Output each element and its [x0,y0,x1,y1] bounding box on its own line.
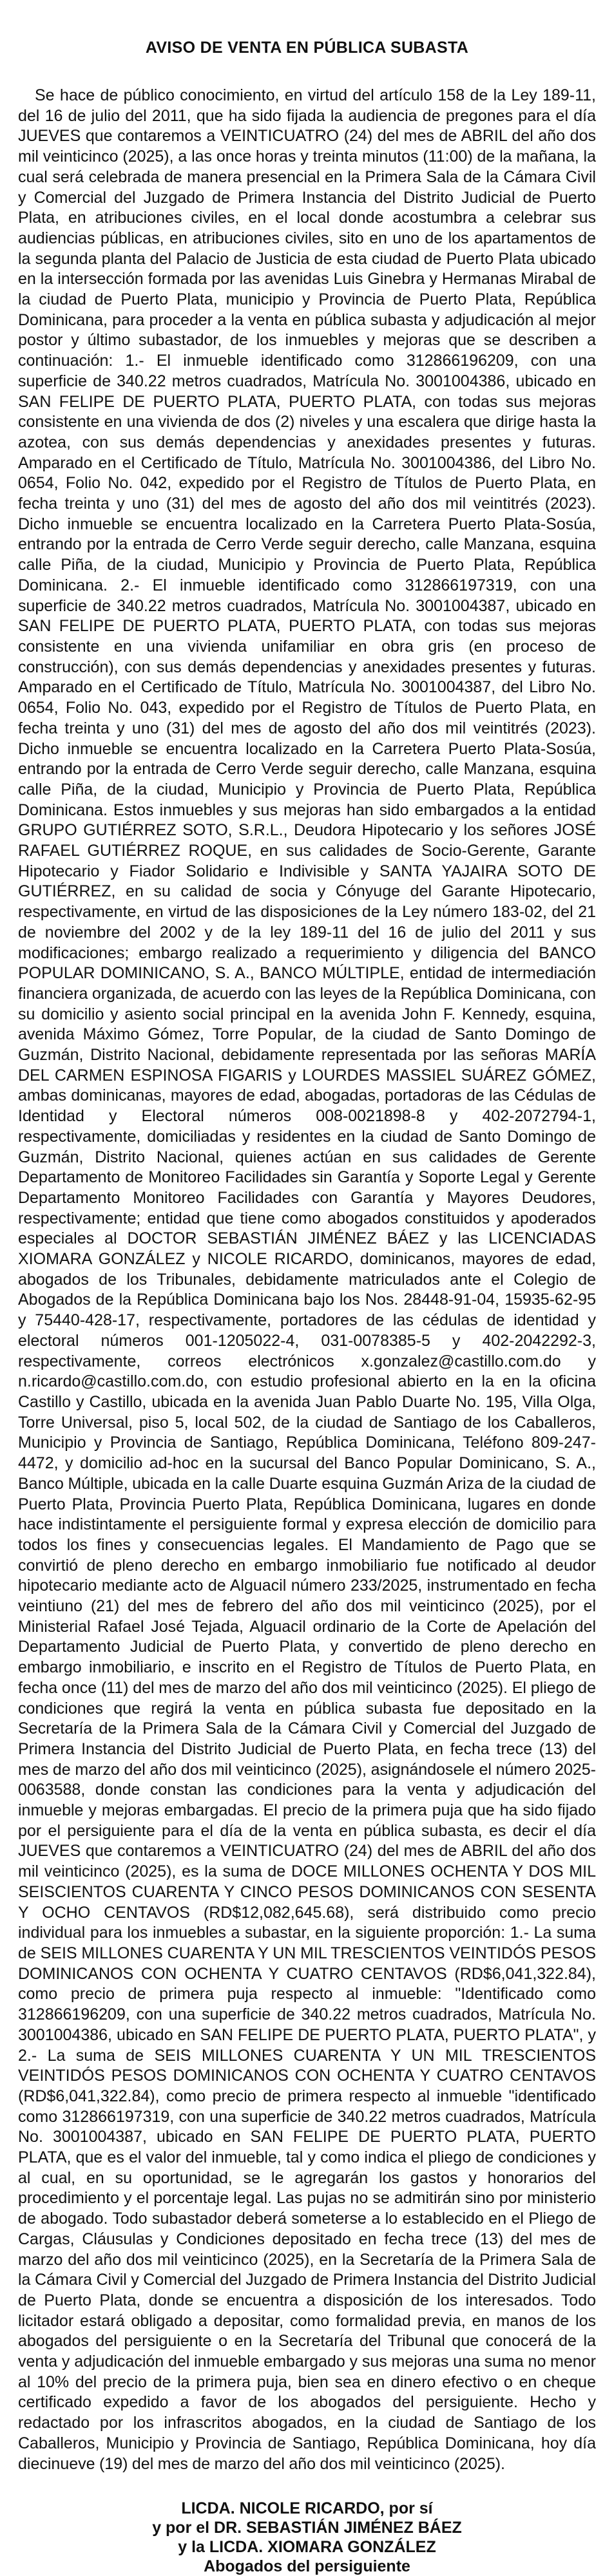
notice-body: Se hace de público conocimiento, en virtud del artículo 158 de la Ley 189-11, del 16 de julio del 2011, que ha sido fijada la audiencia de pregones para el día JUEVES que contaremos a VEINTICUATRO (24) del mes de ABRIL del año dos mil veinticinco (2025), a las once horas y treinta minutos (11:00) de la mañana, la cual será celebrada de manera presencial en la Primera Sala de la Cámara Civil y Comercial del Juzgado de Primera Instancia del Distrito Judicial de Puerto Plata, en atribuciones civiles, en el local donde acostumbra a celebrar sus audiencias públicas, en atribuciones civiles, sito en uno de los apartamentos de la segunda planta del Palacio de Justicia de esta ciudad de Puerto Plata ubicado en la intersección formada por las avenidas Luis Ginebra y Hermanas Mirabal de la ciudad de Puerto Plata, municipio y Provincia de Puerto Plata, República Dominicana, para proceder a la venta en pública subasta y adjudicación al mejor postor y último subastador, de los inmuebles y mejoras que se describen a continuación: 1.- El inmueble identificado como 312866196209, con una superficie de 340.22 metros cuadrados, Matrícula No. 3001004386, ubicado en SAN FELIPE DE PUERTO PLATA, PUERTO PLATA, con todas sus mejoras consistente en una vivienda de dos (2) niveles y una escalera que dirige hasta la azotea, con sus demás dependencias y anexidades presentes y futuras. Amparado en el Certificado de Título, Matrícula No. 3001004386, del Libro No. 0654, Folio No. 042, expedido por el Registro de Títulos de Puerto Plata, en fecha treinta y uno (31) del mes de agosto del año dos mil veintitrés (2023). Dicho inmueble se encuentra localizado en la Carretera Puerto Plata-Sosúa, entrando por la entrada de Cerro Verde seguir derecho, calle Manzana, esquina calle Piña, de la ciudad, Municipio y Provincia de Puerto Plata, República Dominicana. 2.- El inmueble identificado como 312866197319, con una superficie de 340.22 metros cuadrados, Matrícula No. 3001004387, ubicado en SAN FELIPE DE PUERTO PLATA, PUERTO PLATA, con todas sus mejoras consistente en una vivienda unifamiliar en obra gris (en proceso de construcción), con sus demás dependencias y anexidades presentes y futuras. Amparado en el Certificado de Título, Matrícula No. 3001004387, del Libro No. 0654, Folio No. 043, expedido por el Registro de Títulos de Puerto Plata, en fecha treinta y uno (31) del mes de agosto del año dos mil veintitrés (2023). Dicho inmueble se encuentra localizado en la Carretera Puerto Plata-Sosúa, entrando por la entrada de Cerro Verde seguir derecho, calle Manzana, esquina calle Piña, de la ciudad, Municipio y Provincia de Puerto Plata, República Dominicana. Estos inmuebles y sus mejoras han sido embargados a la entidad GRUPO GUTIÉRREZ SOTO, S.R.L., Deudora Hipotecario y los señores JOSÉ RAFAEL GUTIÉRREZ ROQUE, en sus calidades de Socio-Gerente, Garante Hipotecario y Fiador Solidario e Indivisible y SANTA YAJAIRA SOTO DE GUTIÉRREZ, en su calidad de socia y Cónyuge del Garante Hipotecario, respectivamente, en virtud de las disposiciones de la Ley número 183-02, del 21 de noviembre del 2002 y de la ley 189-11 del 16 de julio del 2011 y sus modificaciones; embargo realizado a requerimiento y diligencia del BANCO POPULAR DOMINICANO, S. A., BANCO MÚLTIPLE, entidad de intermediación financiera organizada, de acuerdo con las leyes de la República Dominicana, con su domicilio y asiento social principal en la avenida John F. Kennedy, esquina, avenida Máximo Gómez, Torre Popular, de la ciudad de Santo Domingo de Guzmán, Distrito Nacional, debidamente representada por las señoras MARÍA DEL CARMEN ESPINOSA FIGARIS y LOURDES MASSIEL SUÁREZ GÓMEZ, ambas dominicanas, mayores de edad, abogadas, portadoras de las Cédulas de Identidad y Electoral números 008-0021898-8 y 402-2072794-1, respectivamente, domiciliadas y residentes en la ciudad de Santo Domingo de Guzmán, Distrito Nacional, quienes actúan en sus calidades de Gerente Departamento de Monitoreo Facilidades sin Garantía y Soporte Legal y Gerente Departamento Monitoreo Facilidades con Garantía y Mayores Deudores, respectivamente; entidad que tiene como abogados constituidos y apoderados especiales al DOCTOR SEBASTIÁN JIMÉNEZ BÁEZ y las LICENCIADAS XIOMARA GONZÁLEZ y NICOLE RICARDO, dominicanos, mayores de edad, abogados de los Tribunales, debidamente matriculados ante el Colegio de Abogados de la República Dominicana bajo los Nos. 28448-91-04, 15935-62-95 y 75440-428-17, respectivamente, portadores de las cédulas de identidad y electoral números 001-1205022-4, 031-0078385-5 y 402-2042292-3, respectivamente, correos electrónicos x.gonzalez@castillo.com.do y n.ricardo@castillo.com.do, con estudio profesional abierto en la en la oficina Castillo y Castillo, ubicada en la avenida Juan Pablo Duarte No. 195, Villa Olga, Torre Universal, piso 5, local 502, de la ciudad de Santiago de los Caballeros, Municipio y Provincia de Santiago, República Dominicana, Teléfono 809-247-4472, y domicilio ad-hoc en la sucursal del Banco Popular Dominicano, S. A., Banco Múltiple, ubicada en la calle Duarte esquina Guzmán Ariza de la ciudad de Puerto Plata, Provincia Puerto Plata, República Dominicana, lugares en donde hace indistintamente el persiguiente formal y expresa elección de domicilio para todos los fines y consecuencias legales. El Mandamiento de Pago que se convirtió de pleno derecho en embargo inmobiliario fue notificado al deudor hipotecario mediante acto de Alguacil número 233/2025, instrumentado en fecha veintiuno (21) del mes de febrero del año dos mil veinticinco (2025), por el Ministerial Rafael José Tejada, Alguacil ordinario de la Corte de Apelación del Departamento Judicial de Puerto Plata, y convertido de pleno derecho en embargo inmobiliario, e inscrito en el Registro de Títulos de Puerto Plata, en fecha once (11) del mes de marzo del año dos mil veinticinco (2025). El pliego de condiciones que regirá la venta en pública subasta fue depositado en la Secretaría de la Primera Sala de la Cámara Civil y Comercial del Juzgado de Primera Instancia del Distrito Judicial de Puerto Plata, en fecha trece (13) del mes de marzo del año dos mil veinticinco (2025), asignándosele el número 2025-0063588, donde constan las condiciones para la venta y adjudicación del inmueble y mejoras embargadas. El precio de la primera puja que ha sido fijado por el persiguiente para el día de la venta en pública subasta, es decir el día JUEVES que contaremos a VEINTICUATRO (24) del mes de ABRIL del año dos mil veinticinco (2025), es la suma de DOCE MILLONES OCHENTA Y DOS MIL SEISCIENTOS CUARENTA Y CINCO PESOS DOMINICANOS CON SESENTA Y OCHO CENTAVOS (RD$12,082,645.68), será distribuido como precio individual para los inmuebles a subastar, en la siguiente proporción: 1.- La suma de SEIS MILLONES CUARENTA Y UN MIL TRESCIENTOS VEINTIDÓS PESOS DOMINICANOS CON OCHENTA Y CUATRO CENTAVOS (RD$6,041,322.84), como precio de primera puja respecto al inmueble: "Identificado como 312866196209, con una superficie de 340.22 metros cuadrados, Matrícula No. 3001004386, ubicado en SAN FELIPE DE PUERTO PLATA, PUERTO PLATA", y 2.- La suma de SEIS MILLONES CUARENTA Y UN MIL TRESCIENTOS VEINTIDÓS PESOS DOMINICANOS CON OCHENTA Y CUATRO CENTAVOS (RD$6,041,322.84), como precio de primera respecto al inmueble "identificado como 312866197319, con una superficie de 340.22 metros cuadrados, Matrícula No. 3001004387, ubicado en SAN FELIPE DE PUERTO PLATA, PUERTO PLATA, que es el valor del inmueble, tal y como indica el pliego de condiciones y al cual, en su oportunidad, se le agregarán los gastos y honorarios del procedimiento y el porcentaje legal. Las pujas no se admitirán sino por ministerio de abogado. Todo subastador deberá someterse a lo establecido en el Pliego de Cargas, Cláusulas y Condiciones depositado en fecha trece (13) del mes de marzo del año dos mil veinticinco (2025), en la Secretaría de la Primera Sala de la Cámara Civil y Comercial del Juzgado de Primera Instancia del Distrito Judicial de Puerto Plata, donde se encuentra a disposición de los interesados. Todo licitador estará obligado a depositar, como formalidad previa, en manos de los abogados del persiguiente o en la Secretaría del Tribunal que conocerá de la venta y adjudicación del inmueble embargado y sus mejoras una suma no menor al 10% del precio de la primera puja, bien sea en dinero efectivo o en cheque certificado expedido a favor de los abogados del persiguiente. Hecho y redactado por los infrascritos abogados, en la ciudad de Santiago de los Caballeros, Municipio y Provincia de Santiago, República Dominicana, hoy día diecinueve (19) del mes de marzo del año dos mil veinticinco (2025). [18,86,596,2473]
signature-block [18,2499,596,2576]
signature-line-2: y por el DR. SEBASTIÁN JIMÉNEZ BÁEZ [152,2519,462,2537]
signature-line-3: y la LICDA. XIOMARA GONZÁLEZ [178,2538,436,2557]
signature-line-1: LICDA. NICOLE RICARDO, por sí [181,2499,433,2518]
notice-title: AVISO DE VENTA EN PÚBLICA SUBASTA [145,39,469,57]
signature-line-4: Abogados del persiguiente [204,2557,410,2576]
